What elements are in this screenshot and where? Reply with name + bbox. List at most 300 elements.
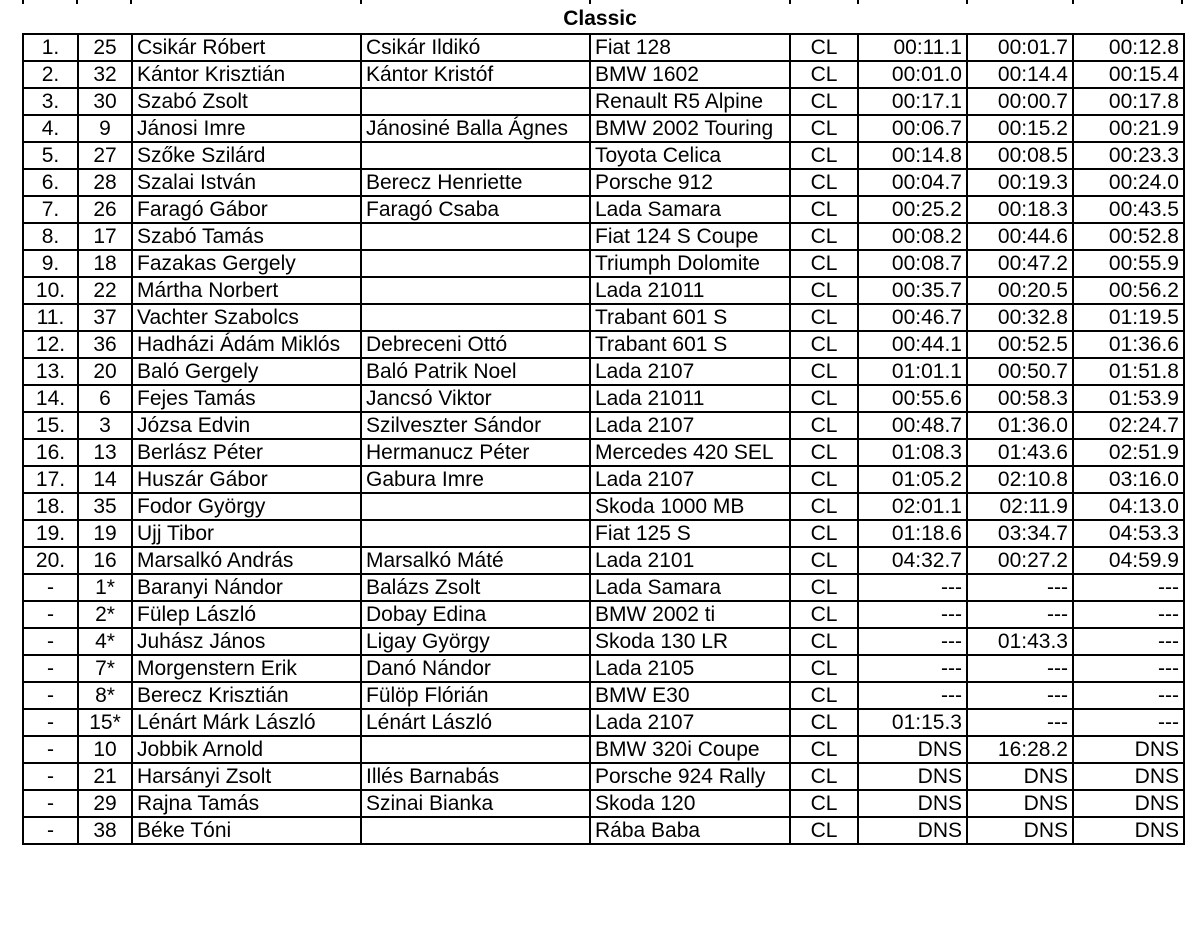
car-number-cell: 21 (78, 763, 132, 790)
codriver-cell (361, 277, 590, 304)
driver-cell: Jánosi Imre (132, 115, 361, 142)
car-model-cell: Skoda 1000 MB (590, 493, 790, 520)
driver-cell: Juhász János (132, 628, 361, 655)
table-row (23, 574, 1184, 601)
stage1-time-cell: 00:04.7 (858, 169, 967, 196)
car-model-cell: Triumph Dolomite (590, 250, 790, 277)
car-number-cell: 22 (78, 277, 132, 304)
stage2-time-cell: --- (967, 709, 1073, 736)
table-row (23, 466, 1184, 493)
codriver-cell: Faragó Csaba (361, 196, 590, 223)
stage1-time-cell: 00:55.6 (858, 385, 967, 412)
driver-cell: Fodor György (132, 493, 361, 520)
codriver-cell: Dobay Edina (361, 601, 590, 628)
total-time-cell: 04:53.3 (1073, 520, 1184, 547)
driver-cell: Csikár Róbert (132, 34, 361, 61)
total-time-cell: 04:59.9 (1073, 547, 1184, 574)
car-number-cell: 1* (78, 574, 132, 601)
rank-cell: 2. (23, 61, 78, 88)
rank-cell: - (23, 601, 78, 628)
car-number-cell: 27 (78, 142, 132, 169)
stage1-time-cell: 00:25.2 (858, 196, 967, 223)
stage1-time-cell: --- (858, 601, 967, 628)
rank-cell: 5. (23, 142, 78, 169)
car-model-cell: Fiat 128 (590, 34, 790, 61)
car-model-cell: Trabant 601 S (590, 331, 790, 358)
stage1-time-cell: 00:01.0 (858, 61, 967, 88)
rank-cell: 10. (23, 277, 78, 304)
codriver-cell: Fülöp Flórián (361, 682, 590, 709)
driver-cell: Szalai István (132, 169, 361, 196)
total-time-cell: 00:24.0 (1073, 169, 1184, 196)
class-cell: CL (790, 790, 858, 817)
total-time-cell: 00:12.8 (1073, 34, 1184, 61)
car-number-cell: 29 (78, 790, 132, 817)
class-cell: CL (790, 331, 858, 358)
stage1-time-cell: 00:44.1 (858, 331, 967, 358)
class-cell: CL (790, 547, 858, 574)
class-cell: CL (790, 412, 858, 439)
stage1-time-cell: 00:48.7 (858, 412, 967, 439)
car-number-cell: 13 (78, 439, 132, 466)
rank-cell: - (23, 817, 78, 844)
car-number-cell: 35 (78, 493, 132, 520)
table-row (23, 142, 1184, 169)
stage2-time-cell: 00:50.7 (967, 358, 1073, 385)
total-time-cell: --- (1073, 682, 1184, 709)
table-row (23, 655, 1184, 682)
stage2-time-cell: 02:10.8 (967, 466, 1073, 493)
rank-cell: - (23, 709, 78, 736)
stage2-time-cell: 01:43.3 (967, 628, 1073, 655)
rank-cell: - (23, 655, 78, 682)
class-cell: CL (790, 628, 858, 655)
car-model-cell: Mercedes 420 SEL (590, 439, 790, 466)
driver-cell: Mártha Norbert (132, 277, 361, 304)
table-row (23, 412, 1184, 439)
car-number-cell: 36 (78, 331, 132, 358)
stage2-time-cell: 00:20.5 (967, 277, 1073, 304)
car-number-cell: 30 (78, 88, 132, 115)
total-time-cell: 00:52.8 (1073, 223, 1184, 250)
car-model-cell: Lada 2107 (590, 358, 790, 385)
rank-cell: - (23, 682, 78, 709)
stage1-time-cell: DNS (858, 790, 967, 817)
class-cell: CL (790, 223, 858, 250)
stage1-time-cell: --- (858, 655, 967, 682)
car-model-cell: Lada 2107 (590, 709, 790, 736)
table-row (23, 547, 1184, 574)
class-cell: CL (790, 358, 858, 385)
stage2-time-cell: 16:28.2 (967, 736, 1073, 763)
stage2-time-cell: 00:19.3 (967, 169, 1073, 196)
stage2-time-cell: 01:36.0 (967, 412, 1073, 439)
stage2-time-cell: 00:08.5 (967, 142, 1073, 169)
class-cell: CL (790, 196, 858, 223)
total-time-cell: --- (1073, 655, 1184, 682)
stage1-time-cell: 01:18.6 (858, 520, 967, 547)
car-number-cell: 37 (78, 304, 132, 331)
total-time-cell: 01:53.9 (1073, 385, 1184, 412)
car-model-cell: Lada 21011 (590, 385, 790, 412)
total-time-cell: --- (1073, 601, 1184, 628)
table-row (23, 493, 1184, 520)
stage1-time-cell: 04:32.7 (858, 547, 967, 574)
car-model-cell: Lada 2105 (590, 655, 790, 682)
class-cell: CL (790, 61, 858, 88)
codriver-cell: Illés Barnabás (361, 763, 590, 790)
stage2-time-cell: DNS (967, 790, 1073, 817)
class-cell: CL (790, 655, 858, 682)
total-time-cell: 02:51.9 (1073, 439, 1184, 466)
car-model-cell: Lada 2101 (590, 547, 790, 574)
car-number-cell: 17 (78, 223, 132, 250)
car-model-cell: Lada Samara (590, 196, 790, 223)
codriver-cell (361, 817, 590, 844)
car-model-cell: Renault R5 Alpine (590, 88, 790, 115)
total-time-cell: DNS (1073, 763, 1184, 790)
stage2-time-cell: --- (967, 655, 1073, 682)
class-cell: CL (790, 493, 858, 520)
codriver-cell: Ligay György (361, 628, 590, 655)
stage1-time-cell: 02:01.1 (858, 493, 967, 520)
class-cell: CL (790, 88, 858, 115)
car-number-cell: 26 (78, 196, 132, 223)
stage2-time-cell: 00:15.2 (967, 115, 1073, 142)
stage1-time-cell: 00:06.7 (858, 115, 967, 142)
stage1-time-cell: 01:01.1 (858, 358, 967, 385)
table-row (23, 304, 1184, 331)
total-time-cell: 00:23.3 (1073, 142, 1184, 169)
car-number-cell: 8* (78, 682, 132, 709)
codriver-cell (361, 520, 590, 547)
stage2-time-cell: DNS (967, 817, 1073, 844)
codriver-cell: Csikár Ildikó (361, 34, 590, 61)
rank-cell: 7. (23, 196, 78, 223)
rank-cell: - (23, 574, 78, 601)
codriver-cell: Kántor Kristóf (361, 61, 590, 88)
stage2-time-cell: 00:47.2 (967, 250, 1073, 277)
car-number-cell: 9 (78, 115, 132, 142)
codriver-cell: Jánosiné Balla Ágnes (361, 115, 590, 142)
car-number-cell: 14 (78, 466, 132, 493)
driver-cell: Harsányi Zsolt (132, 763, 361, 790)
table-row (23, 682, 1184, 709)
class-cell: CL (790, 682, 858, 709)
stage2-time-cell: 00:52.5 (967, 331, 1073, 358)
codriver-cell: Baló Patrik Noel (361, 358, 590, 385)
car-model-cell: Trabant 601 S (590, 304, 790, 331)
rank-cell: 12. (23, 331, 78, 358)
codriver-cell: Gabura Imre (361, 466, 590, 493)
rank-cell: 9. (23, 250, 78, 277)
table-row (23, 790, 1184, 817)
results-body (23, 34, 1184, 844)
rank-cell: 16. (23, 439, 78, 466)
codriver-cell: Balázs Zsolt (361, 574, 590, 601)
table-row (23, 169, 1184, 196)
total-time-cell: 00:55.9 (1073, 250, 1184, 277)
class-cell: CL (790, 466, 858, 493)
car-model-cell: Fiat 124 S Coupe (590, 223, 790, 250)
car-model-cell: Lada 21011 (590, 277, 790, 304)
codriver-cell (361, 736, 590, 763)
rank-cell: 15. (23, 412, 78, 439)
stage1-time-cell: --- (858, 574, 967, 601)
class-cell: CL (790, 34, 858, 61)
codriver-cell: Lénárt László (361, 709, 590, 736)
car-model-cell: BMW 2002 Touring (590, 115, 790, 142)
stage1-time-cell: DNS (858, 736, 967, 763)
car-model-cell: Porsche 924 Rally (590, 763, 790, 790)
stage1-time-cell: 00:08.7 (858, 250, 967, 277)
driver-cell: Szőke Szilárd (132, 142, 361, 169)
car-model-cell: Lada Samara (590, 574, 790, 601)
table-row (23, 736, 1184, 763)
car-number-cell: 2* (78, 601, 132, 628)
driver-cell: Rajna Tamás (132, 790, 361, 817)
stage2-time-cell: --- (967, 601, 1073, 628)
class-cell: CL (790, 115, 858, 142)
table-row (23, 196, 1184, 223)
stage1-time-cell: 00:08.2 (858, 223, 967, 250)
driver-cell: Baranyi Nándor (132, 574, 361, 601)
table-row (23, 331, 1184, 358)
class-cell: CL (790, 736, 858, 763)
total-time-cell: DNS (1073, 817, 1184, 844)
stage2-time-cell: 00:01.7 (967, 34, 1073, 61)
total-time-cell: DNS (1073, 736, 1184, 763)
stage1-time-cell: DNS (858, 763, 967, 790)
car-number-cell: 7* (78, 655, 132, 682)
driver-cell: Béke Tóni (132, 817, 361, 844)
rank-cell: - (23, 763, 78, 790)
total-time-cell: 01:36.6 (1073, 331, 1184, 358)
class-cell: CL (790, 250, 858, 277)
stage2-time-cell: 00:18.3 (967, 196, 1073, 223)
car-number-cell: 18 (78, 250, 132, 277)
class-cell: CL (790, 277, 858, 304)
stage2-time-cell: 00:00.7 (967, 88, 1073, 115)
driver-cell: Ujj Tibor (132, 520, 361, 547)
car-number-cell: 38 (78, 817, 132, 844)
total-time-cell: 03:16.0 (1073, 466, 1184, 493)
rank-cell: 8. (23, 223, 78, 250)
stage2-time-cell: --- (967, 574, 1073, 601)
codriver-cell: Marsalkó Máté (361, 547, 590, 574)
codriver-cell: Debreceni Ottó (361, 331, 590, 358)
car-number-cell: 25 (78, 34, 132, 61)
codriver-cell (361, 142, 590, 169)
driver-cell: Kántor Krisztián (132, 61, 361, 88)
table-row (23, 385, 1184, 412)
car-number-cell: 28 (78, 169, 132, 196)
class-cell: CL (790, 574, 858, 601)
total-time-cell: --- (1073, 709, 1184, 736)
table-row (23, 628, 1184, 655)
rank-cell: - (23, 736, 78, 763)
total-time-cell: 02:24.7 (1073, 412, 1184, 439)
driver-cell: Jobbik Arnold (132, 736, 361, 763)
stage1-time-cell: 00:17.1 (858, 88, 967, 115)
results-table (22, 33, 1185, 845)
car-model-cell: Lada 2107 (590, 412, 790, 439)
driver-cell: Berecz Krisztián (132, 682, 361, 709)
driver-cell: Fülep László (132, 601, 361, 628)
class-cell: CL (790, 817, 858, 844)
car-model-cell: Rába Baba (590, 817, 790, 844)
car-number-cell: 20 (78, 358, 132, 385)
total-time-cell: 00:17.8 (1073, 88, 1184, 115)
codriver-cell: Jancsó Viktor (361, 385, 590, 412)
stage1-time-cell: 00:35.7 (858, 277, 967, 304)
rank-cell: 17. (23, 466, 78, 493)
table-row (23, 223, 1184, 250)
car-model-cell: Fiat 125 S (590, 520, 790, 547)
driver-cell: Fejes Tamás (132, 385, 361, 412)
stage2-time-cell: --- (967, 682, 1073, 709)
table-row (23, 709, 1184, 736)
driver-cell: Hadházi Ádám Miklós (132, 331, 361, 358)
total-time-cell: 00:21.9 (1073, 115, 1184, 142)
driver-cell: Szabó Tamás (132, 223, 361, 250)
car-model-cell: Porsche 912 (590, 169, 790, 196)
codriver-cell: Berecz Henriette (361, 169, 590, 196)
rank-cell: 19. (23, 520, 78, 547)
total-time-cell: DNS (1073, 790, 1184, 817)
stage2-time-cell: DNS (967, 763, 1073, 790)
driver-cell: Fazakas Gergely (132, 250, 361, 277)
class-cell: CL (790, 142, 858, 169)
stage1-time-cell: 01:08.3 (858, 439, 967, 466)
driver-cell: Faragó Gábor (132, 196, 361, 223)
car-number-cell: 10 (78, 736, 132, 763)
car-number-cell: 16 (78, 547, 132, 574)
table-row (23, 763, 1184, 790)
car-number-cell: 32 (78, 61, 132, 88)
driver-cell: Szabó Zsolt (132, 88, 361, 115)
car-number-cell: 3 (78, 412, 132, 439)
stage2-time-cell: 03:34.7 (967, 520, 1073, 547)
table-row (23, 88, 1184, 115)
stage1-time-cell: 00:46.7 (858, 304, 967, 331)
table-row (23, 34, 1184, 61)
rank-cell: 4. (23, 115, 78, 142)
total-time-cell: --- (1073, 628, 1184, 655)
table-row (23, 61, 1184, 88)
total-time-cell: 00:15.4 (1073, 61, 1184, 88)
table-row (23, 358, 1184, 385)
stage1-time-cell: 01:05.2 (858, 466, 967, 493)
class-cell: CL (790, 385, 858, 412)
codriver-cell: Danó Nándor (361, 655, 590, 682)
table-row (23, 439, 1184, 466)
car-model-cell: Skoda 120 (590, 790, 790, 817)
codriver-cell: Szilveszter Sándor (361, 412, 590, 439)
table-row (23, 115, 1184, 142)
rank-cell: 20. (23, 547, 78, 574)
total-time-cell: 01:51.8 (1073, 358, 1184, 385)
rank-cell: - (23, 628, 78, 655)
stage1-time-cell: DNS (858, 817, 967, 844)
driver-cell: Józsa Edvin (132, 412, 361, 439)
driver-cell: Lénárt Márk László (132, 709, 361, 736)
codriver-cell: Szinai Bianka (361, 790, 590, 817)
car-number-cell: 15* (78, 709, 132, 736)
class-cell: CL (790, 439, 858, 466)
class-cell: CL (790, 520, 858, 547)
driver-cell: Huszár Gábor (132, 466, 361, 493)
class-cell: CL (790, 709, 858, 736)
car-model-cell: Skoda 130 LR (590, 628, 790, 655)
codriver-cell (361, 250, 590, 277)
table-row (23, 250, 1184, 277)
total-time-cell: 01:19.5 (1073, 304, 1184, 331)
table-row (23, 817, 1184, 844)
class-cell: CL (790, 601, 858, 628)
stage2-time-cell: 00:27.2 (967, 547, 1073, 574)
driver-cell: Morgenstern Erik (132, 655, 361, 682)
total-time-cell: --- (1073, 574, 1184, 601)
codriver-cell (361, 88, 590, 115)
driver-cell: Vachter Szabolcs (132, 304, 361, 331)
table-row (23, 601, 1184, 628)
car-model-cell: Lada 2107 (590, 466, 790, 493)
car-number-cell: 4* (78, 628, 132, 655)
stage2-time-cell: 00:14.4 (967, 61, 1073, 88)
car-model-cell: BMW 2002 ti (590, 601, 790, 628)
class-cell: CL (790, 169, 858, 196)
car-model-cell: BMW 1602 (590, 61, 790, 88)
driver-cell: Berlász Péter (132, 439, 361, 466)
total-time-cell: 00:56.2 (1073, 277, 1184, 304)
table-row (23, 520, 1184, 547)
section-title: Classic (563, 7, 637, 30)
table-row (23, 277, 1184, 304)
car-number-cell: 19 (78, 520, 132, 547)
rank-cell: 13. (23, 358, 78, 385)
stage2-time-cell: 02:11.9 (967, 493, 1073, 520)
stage1-time-cell: --- (858, 628, 967, 655)
codriver-cell (361, 304, 590, 331)
driver-cell: Marsalkó András (132, 547, 361, 574)
rank-cell: 18. (23, 493, 78, 520)
car-model-cell: BMW E30 (590, 682, 790, 709)
stage1-time-cell: 00:14.8 (858, 142, 967, 169)
stage1-time-cell: 00:11.1 (858, 34, 967, 61)
class-cell: CL (790, 304, 858, 331)
rank-cell: 11. (23, 304, 78, 331)
rank-cell: 1. (23, 34, 78, 61)
codriver-cell (361, 493, 590, 520)
car-number-cell: 6 (78, 385, 132, 412)
rank-cell: - (23, 790, 78, 817)
stage2-time-cell: 00:58.3 (967, 385, 1073, 412)
codriver-cell (361, 223, 590, 250)
total-time-cell: 00:43.5 (1073, 196, 1184, 223)
driver-cell: Baló Gergely (132, 358, 361, 385)
stage1-time-cell: --- (858, 682, 967, 709)
stage2-time-cell: 00:44.6 (967, 223, 1073, 250)
stage1-time-cell: 01:15.3 (858, 709, 967, 736)
codriver-cell: Hermanucz Péter (361, 439, 590, 466)
car-model-cell: Toyota Celica (590, 142, 790, 169)
rank-cell: 6. (23, 169, 78, 196)
class-cell: CL (790, 763, 858, 790)
stage2-time-cell: 01:43.6 (967, 439, 1073, 466)
car-model-cell: BMW 320i Coupe (590, 736, 790, 763)
stage2-time-cell: 00:32.8 (967, 304, 1073, 331)
